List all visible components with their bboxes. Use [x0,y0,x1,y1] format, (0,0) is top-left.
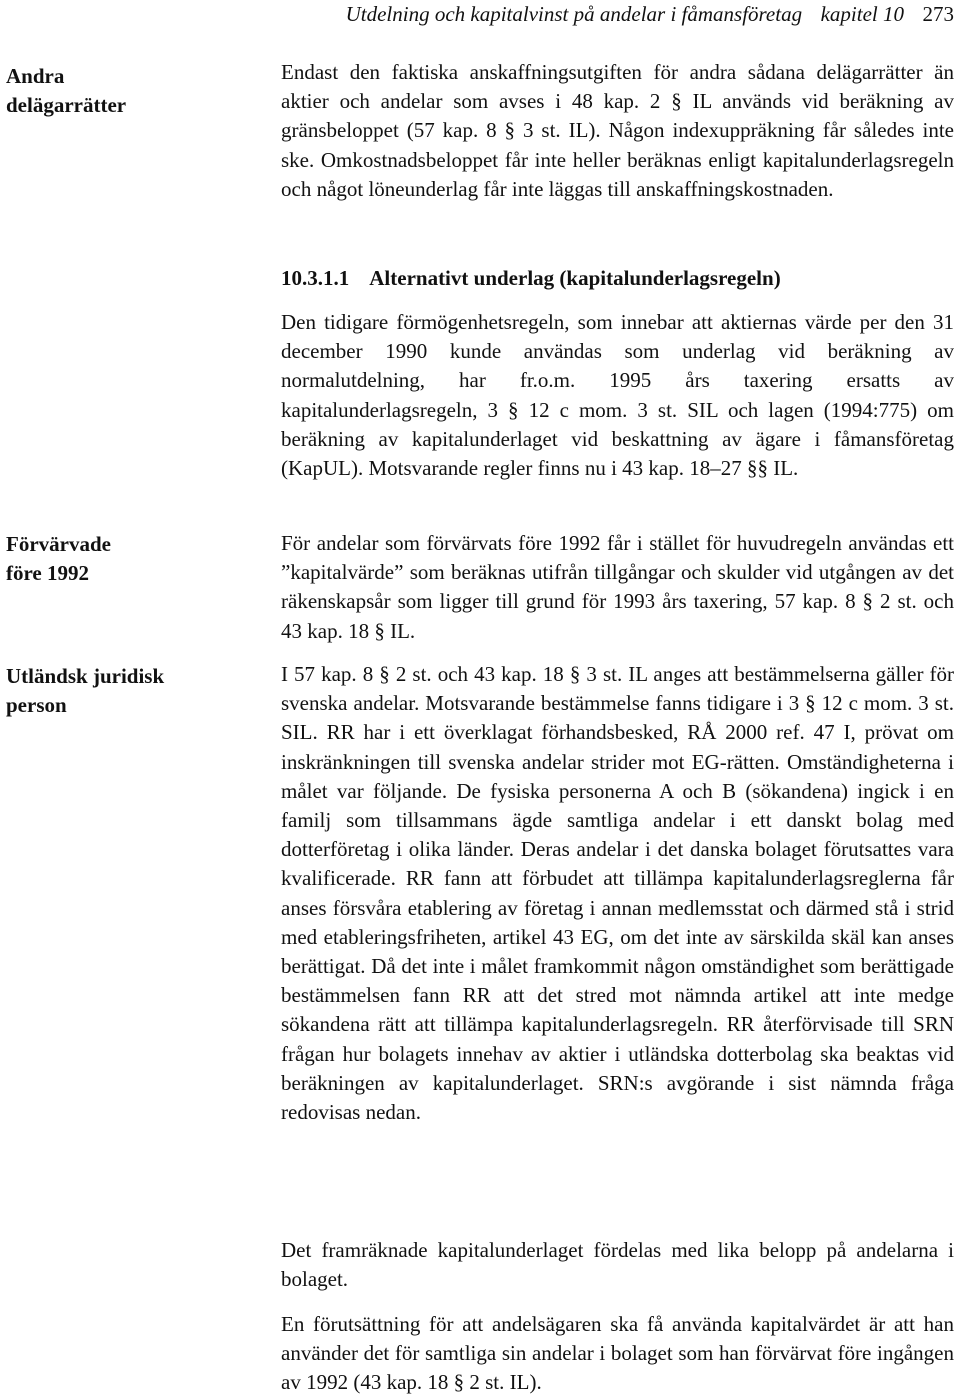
paragraph-text: För andelar som förvärvats före 1992 får i stället för huvudregeln användas ett ”kapitalvärde” som beräknas utifrån tillgångar och skulder vid utgången av det räkenskapsår som ligger till grund för 1993 års taxering, 57 kap. 8 § 2 st. och 43 kap. 18 § IL. [281,531,954,643]
margin-note-andra-delagarratter [6,62,238,120]
paragraph-kapitalunderlagsregeln [281,308,954,483]
paragraph-utlandsk-juridisk-person [281,660,954,1127]
paragraph-forutsattning [281,1310,954,1398]
paragraph-text: Det framräknade kapitalunderlaget fördelas med lika belopp på andelarna i bolaget. [281,1238,954,1292]
paragraph-fordelning [281,1236,954,1294]
margin-note-line: person [6,693,67,717]
margin-note-line: före 1992 [6,561,90,585]
margin-note-line: Utländsk juridisk [6,664,165,688]
running-header [346,2,954,27]
page-number: 273 [922,2,954,26]
section-number: 10.3.1.1 [281,266,350,290]
paragraph-text: I 57 kap. 8 § 2 st. och 43 kap. 18 § 3 st. IL anges att bestämmelserna gäller för svenska andelar. Motsvarande bestämmelse fanns tidigare i 3 § 12 c mom. 3 st. SIL. RR har i ett överklagat förhandsbesked, RÅ 2000 ref. 47 I, prövat om inskränkningen till svenska andelar strider mot EG-rätten. Omständigheterna i målet var följande. De fysiska personerna A och B (sökandena) ingick i en familj som tillsammans ägde samtliga andelar i ett danskt bolag med dotterföretag i olika länder. Deras andelar i det danska bolaget förutsattes vara kvalificerade. RR fann att förbudet att tillämpa kapitalunderlagsreglerna får anses försvåra etablering av företag i annan medlemsstat och därmed stå i strid med etableringsfriheten, artikel 43 EG, om det inte av särskilda skäl kan anses berättigat. Då det inte i målet framkommit någon omständighet som berättigade bestämmelsen fann RR att det stred mot nämnda artikel att inte medge sökandena rätt att tillämpa kapitalunderlagsregeln. RR återförvisade till SRN frågan hur bolagets innehav av aktier i utländska dotterbolag ska beaktas vid beräkningen av kapitalunderlaget. SRN:s avgörande i sist nämnda fråga redovisas nedan. [281,662,954,1125]
header-chapter: kapitel 10 [820,2,904,26]
paragraph-text: Endast den faktiska anskaffningsutgiften för andra sådana delägarrätter än aktier och andelar som avses i 48 kap. 2 § IL används vid beräkning av gränsbeloppet (57 kap. 8 § 3 st. IL). Någon indexuppräkning får således inte ske. Omkostnadsbeloppet får inte heller beräknas enligt kapitalunderlagsregeln och något löneunderlag får inte läggas till anskaffningskostnaden. [281,60,954,201]
margin-note-line: delägarrätter [6,93,127,117]
paragraph-text: Den tidigare förmögenhetsregeln, som innebar att aktiernas värde per den 31 december 1990 kunde användas som underlag vid beräkning av normalutdelning, har fr.o.m. 1995 års taxering ersatts av kapitalunderlagsregeln, 3 § 12 c mom. 3 st. SIL och lagen (1994:775) om beräkning av kapitalunderlaget vid beskattning av ägare i fåmansföretag (KapUL). Motsvarande regler finns nu i 43 kap. 18–27 §§ IL. [281,310,954,481]
paragraph-andra-delagarratter [281,58,954,204]
paragraph-text: En förutsättning för att andelsägaren ska få använda kapitalvärdet är att han använder det för samtliga sin andelar i bolaget som han förvärvat före ingången av 1992 (43 kap. 18 § 2 st. IL). [281,1312,954,1395]
section-heading [281,266,954,291]
margin-note-line: Andra [6,64,65,88]
header-title: Utdelning och kapitalvinst på andelar i fåmansföretag [345,2,803,26]
paragraph-forvarvade-fore-1992 [281,529,954,646]
margin-note-line: Förvärvade [6,532,111,556]
margin-note-utlandsk-juridisk-person [6,662,238,720]
margin-note-forvarvade [6,530,238,588]
section-title: Alternativt underlag (kapitalunderlagsregeln) [369,266,781,290]
